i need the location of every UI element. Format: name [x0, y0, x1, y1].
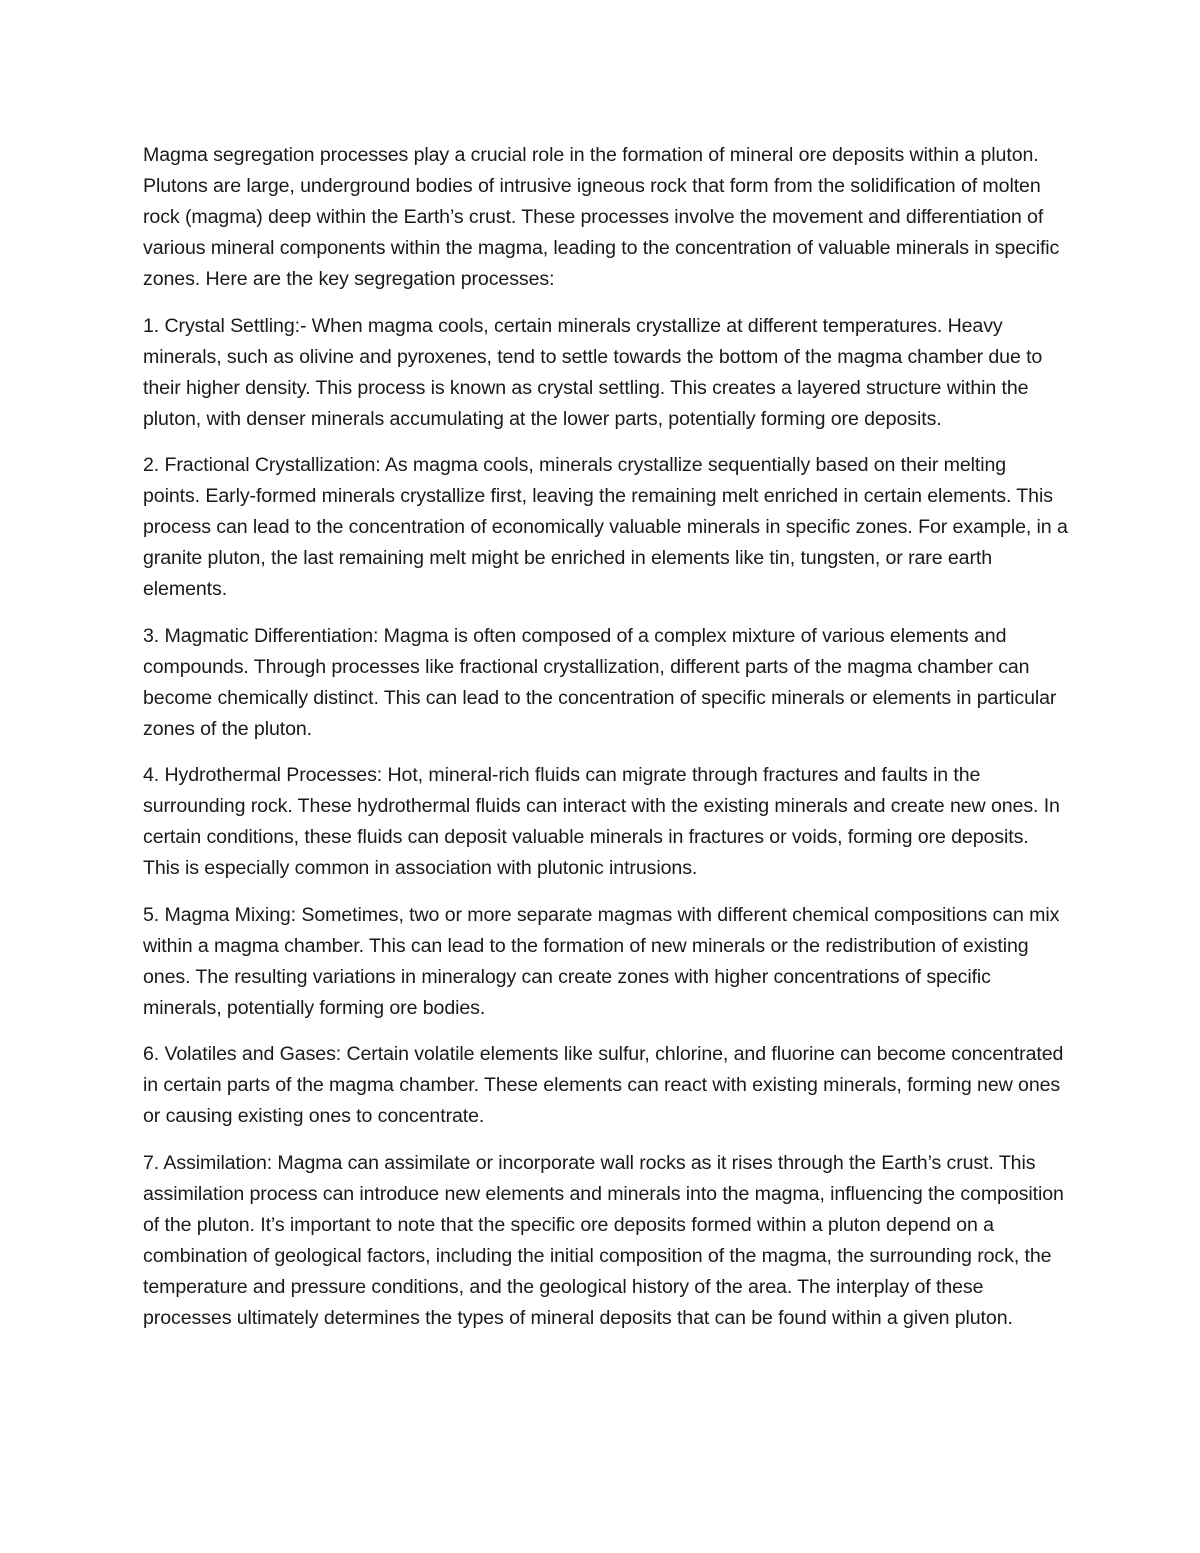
paragraph-magmatic-differentiation: 3. Magmatic Differentiation: Magma is often composed of a complex mixture of various elements and compounds. Through processes like fractional crystallization, different parts of the magma chamber can become chemically distinct. This can lead to the concentration of specific minerals or elements in particular zones of the pluton.	[143, 624, 1057, 740]
paragraph-assimilation: 7. Assimilation: Magma can assimilate or incorporate wall rocks as it rises through the Earth’s crust. This assimilation process can introduce new elements and minerals into the magma, influencing the composition of the pluton. It’s important to note that the specific ore deposits formed within a pluton depend on a combination of geological factors, including the initial composition of the magma, the surrounding rock, the temperature and pressure conditions, and the geological history of the area. The interplay of these processes ultimately determines the types of mineral deposits that can be found within a given pluton.	[143, 1151, 1064, 1329]
paragraph-fractional-crystallization: 2. Fractional Crystallization: As magma cools, minerals crystallize sequentially based on their melting points. Early-formed minerals crystallize first, leaving the remaining melt enriched in certain elements. This process can lead to the concentration of economically valuable minerals in specific zones. For example, in a granite pluton, the last remaining melt might be enriched in elements like tin, tungsten, or rare earth elements.	[143, 454, 1068, 600]
paragraph-crystal-settling: 1. Crystal Settling:- When magma cools, certain minerals crystallize at different temperatures. Heavy minerals, such as olivine and pyroxenes, tend to settle towards the bottom of the magma chamber due to their higher density. This process is known as crystal settling. This creates a layered structure within the pluton, with denser minerals accumulating at the lower parts, potentially forming ore deposits.	[143, 314, 1043, 430]
paragraph-magma-mixing: 5. Magma Mixing: Sometimes, two or more separate magmas with different chemical compositions can mix within a magma chamber. This can lead to the formation of new minerals or the redistribution of existing ones. The resulting variations in mineralogy can create zones with higher concentrations of specific minerals, potentially forming ore bodies.	[143, 903, 1060, 1019]
paragraph-hydrothermal-processes: 4. Hydrothermal Processes: Hot, mineral-rich fluids can migrate through fractures and faults in the surrounding rock. These hydrothermal fluids can interact with the existing minerals and create new ones. In certain conditions, these fluids can deposit valuable minerals in fractures or voids, forming ore deposits. This is especially common in association with plutonic intrusions.	[143, 764, 1060, 879]
intro-paragraph: Magma segregation processes play a crucial role in the formation of mineral ore deposits within a pluton. Plutons are large, underground bodies of intrusive igneous rock that form from the solidification of molten rock (magma) deep within the Earth’s crust. These processes involve the movement and differentiation of various mineral components within the magma, leading to the concentration of valuable minerals in specific zones. Here are the key segregation processes:	[143, 144, 1060, 290]
paragraph-volatiles-gases: 6. Volatiles and Gases: Certain volatile elements like sulfur, chlorine, and fluorine can become concentrated in certain parts of the magma chamber. These elements can react with existing minerals, forming new ones or causing existing ones to concentrate.	[143, 1043, 1064, 1127]
document-body	[143, 140, 1068, 1349]
